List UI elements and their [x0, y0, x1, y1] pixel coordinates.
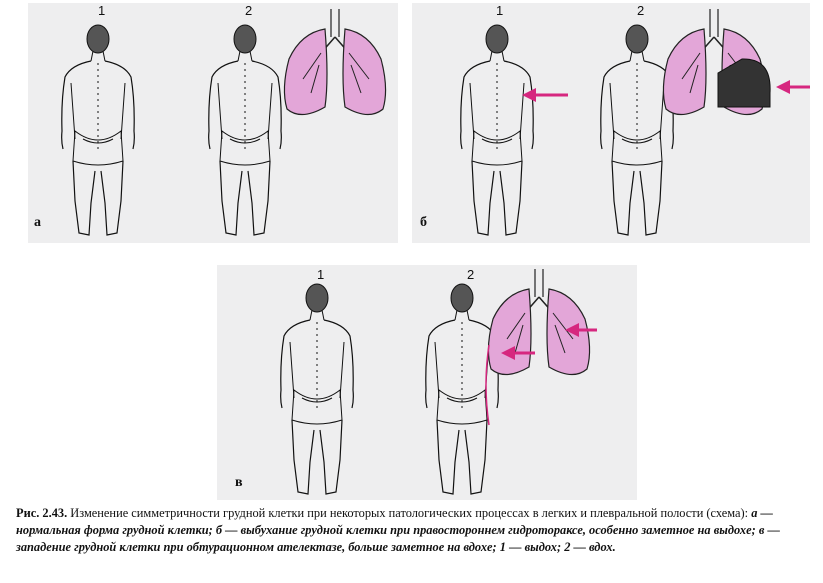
panel-b-drawing — [412, 3, 810, 243]
figure-number-1: 1 — [496, 3, 504, 18]
figure-number-2: 2 — [245, 3, 253, 18]
panel-b-hydrothorax — [412, 3, 810, 243]
panel-label-a: а — [34, 215, 41, 230]
figure-caption — [16, 505, 816, 556]
caption-description: а — нормальная форма грудной клетки; б — выбухание грудной клетки при правостороннем гидротораксе, особенно заметное на выдохе; в — западение грудной клетки при обтурационном ателектазе, больше заметное на вдохе; 1 — выдох; 2 — вдох. — [16, 506, 780, 554]
panel-a-normal — [28, 3, 398, 243]
panel-v-drawing — [217, 265, 637, 500]
panel-v-atelectasis — [217, 265, 637, 500]
figure-number-1: 1 — [317, 267, 325, 282]
caption-text: Изменение симметричности грудной клетки при некоторых патологических процессах в легких и плевральной полости (схема): — [70, 506, 749, 520]
figure-number-1: 1 — [98, 3, 106, 18]
caption-lead: Рис. 2.43. — [16, 506, 68, 520]
panel-a-drawing — [28, 3, 398, 243]
panel-label-b: б — [420, 215, 427, 230]
figure-number-2: 2 — [467, 267, 475, 282]
panel-label-v: в — [235, 475, 243, 490]
figure-number-2: 2 — [637, 3, 645, 18]
